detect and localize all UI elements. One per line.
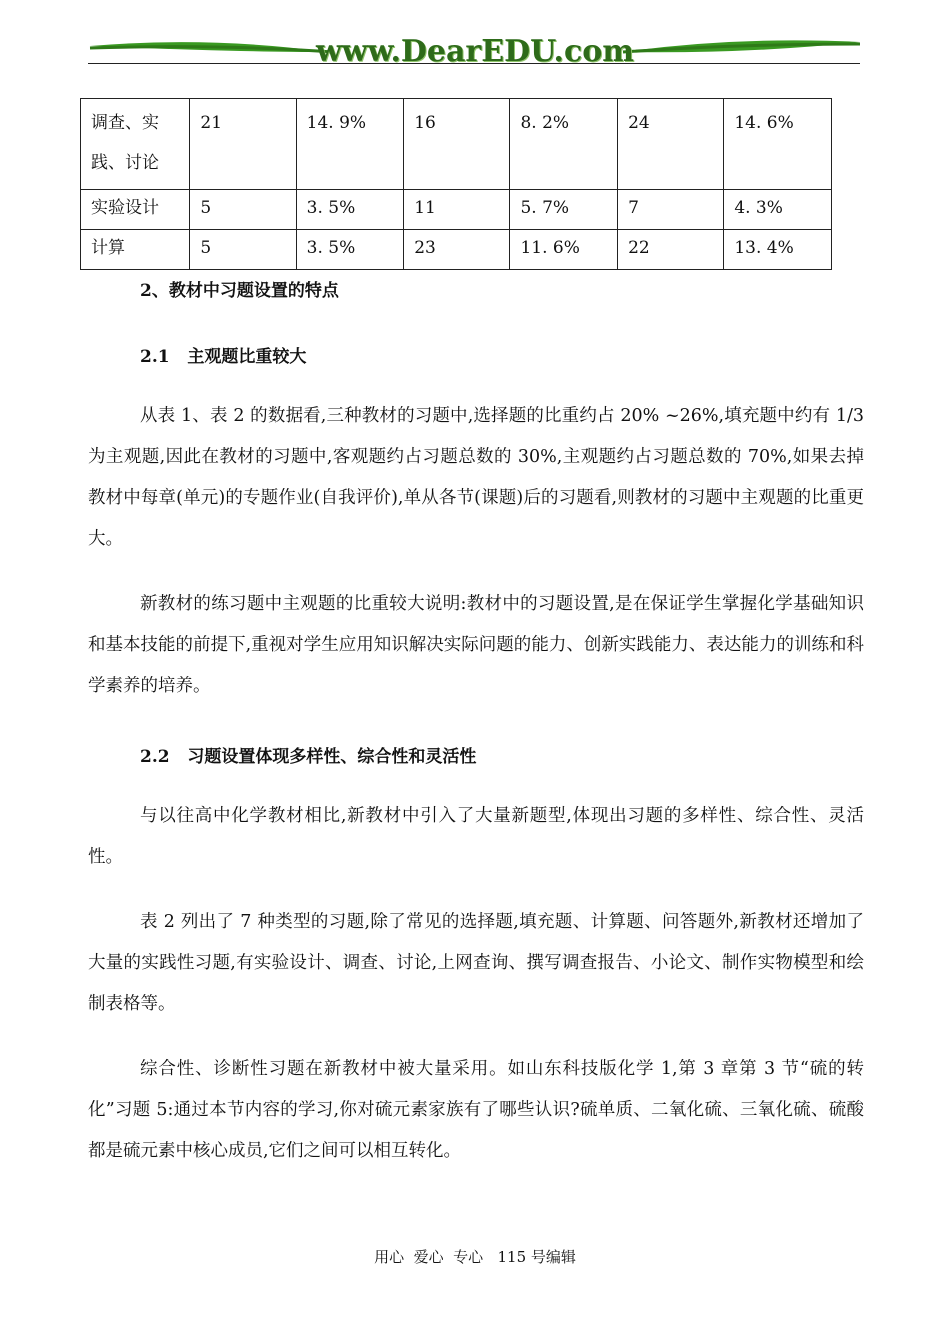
table-cell: 11. 6% <box>510 230 618 270</box>
paragraph: 从表 1、表 2 的数据看,三种教材的习题中,选择题的比重约占 20% ~26%,填充题中约有 1/3 为主观题,因此在教材的习题中,客观题约占习题总数的 30%,主观题约占习题总数的 70%,如果去掉教材中每章(单元)的专题作业(自我评价),单从各节(课题)后的习题看,则教材的习题中主观题的比重更大。 <box>88 406 864 549</box>
table-row <box>81 190 832 230</box>
table-cell: 5 <box>190 230 296 270</box>
table-cell: 5. 7% <box>510 190 618 230</box>
table-cell: 3. 5% <box>296 190 404 230</box>
header-rule <box>88 63 860 64</box>
site-logo-text[interactable]: www.DearEDU.com <box>315 34 634 69</box>
table-cell: 7 <box>618 190 724 230</box>
subsection-heading: 2.2 习题设置体现多样性、综合性和灵活性 <box>140 747 477 767</box>
site-header <box>88 30 862 70</box>
table-cell: 21 <box>190 99 296 190</box>
table-row <box>81 230 832 270</box>
table-cell: 实验设计 <box>81 190 190 230</box>
paragraph: 综合性、诊断性习题在新教材中被大量采用。如山东科技版化学 1,第 3 章第 3 节“硫的转化”习题 5:通过本节内容的学习,你对硫元素家族有了哪些认识?硫单质、二氧化硫、三氧化硫、硫酸都是硫元素中核心成员,它们之间可以相互转化。 <box>88 1059 864 1161</box>
table-cell: 计算 <box>81 230 190 270</box>
paragraph: 新教材的练习题中主观题的比重较大说明:教材中的习题设置,是在保证学生掌握化学基础知识和基本技能的前提下,重视对学生应用知识解决实际问题的能力、创新实践能力、表达能力的训练和科学素养的培养。 <box>88 594 864 696</box>
table-cell: 13. 4% <box>724 230 832 270</box>
data-table <box>80 98 832 270</box>
table-cell: 3. 5% <box>296 230 404 270</box>
table-cell: 24 <box>618 99 724 190</box>
table-cell: 调查、实践、讨论 <box>81 99 190 190</box>
paragraph: 表 2 列出了 7 种类型的习题,除了常见的选择题,填充题、计算题、问答题外,新教材还增加了大量的实践性习题,有实验设计、调查、讨论,上网查询、撰写调查报告、小论文、制作实物模型和绘制表格等。 <box>88 912 864 1014</box>
table-cell: 4. 3% <box>724 190 832 230</box>
table-cell: 5 <box>190 190 296 230</box>
table-row <box>81 99 832 190</box>
subsection-heading: 2.1 主观题比重较大 <box>140 347 307 367</box>
table-cell: 16 <box>404 99 510 190</box>
table-cell: 23 <box>404 230 510 270</box>
page-footer: 用心 爱心 专心 115 号编辑 <box>374 1248 576 1266</box>
table-cell: 8. 2% <box>510 99 618 190</box>
paragraph: 与以往高中化学教材相比,新教材中引入了大量新题型,体现出习题的多样性、综合性、灵活性。 <box>88 806 864 867</box>
table-cell: 14. 6% <box>724 99 832 190</box>
table-cell: 22 <box>618 230 724 270</box>
table-cell: 14. 9% <box>296 99 404 190</box>
table-cell: 11 <box>404 190 510 230</box>
section-heading: 2、教材中习题设置的特点 <box>140 281 339 301</box>
